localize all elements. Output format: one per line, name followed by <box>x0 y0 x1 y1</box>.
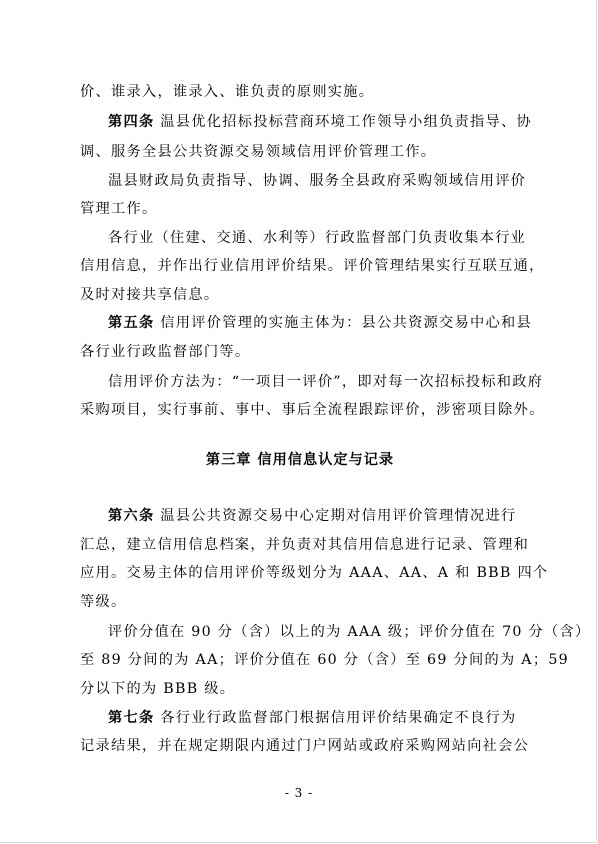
article-6-line-2: 汇总，建立信用信息档案，并负责对其信用信息进行记录、管理和 <box>80 537 530 553</box>
article-4-p2-line-2: 管理工作。 <box>80 201 158 217</box>
article-3-tail: 价、谁录入，谁录入、谁负责的原则实施。 <box>80 84 375 100</box>
article-4-p3-line-1: 各行业（住建、交通、水利等）行政监督部门负责收集本行业 <box>108 230 527 246</box>
article-5-text-1: 信用评价管理的实施主体为：县公共资源交易中心和县 <box>160 315 532 331</box>
article-5-label: 第五条 <box>108 315 155 331</box>
article-4-p3-line-2: 信用信息，并作出行业信用评价结果。评价管理结果实行互联互通， <box>80 258 545 274</box>
article-4-line-1 <box>108 110 558 134</box>
article-4-text-1: 温县优化招标投标营商环境工作领导小组负责指导、协 <box>160 114 532 130</box>
article-6-label: 第六条 <box>108 508 155 524</box>
article-5-line-2: 各行业行政监督部门等。 <box>80 344 251 360</box>
article-5-p2-line-2: 采购项目，实行事前、事中、事后全流程跟踪评价，涉密项目除外。 <box>80 402 545 418</box>
article-6-p2-line-1: 评价分值在 90 分（含）以上的为 AAA 级；评价分值在 70 分（含） <box>108 624 591 640</box>
article-6-text-1: 温县公共资源交易中心定期对信用评价管理情况进行 <box>160 508 517 524</box>
chapter-heading: 第三章 信用信息认定与记录 <box>205 452 395 468</box>
article-4-p3-line-3: 及时对接共享信息。 <box>80 287 220 303</box>
article-6-p2-line-3: 分以下的为 BBB 级。 <box>80 681 236 697</box>
article-6-line-4: 等级。 <box>80 594 127 610</box>
article-4-p2-line-1: 温县财政局负责指导、协调、服务全县政府采购领域信用评价 <box>108 173 527 189</box>
article-6-line-1 <box>108 504 558 528</box>
article-4-line-2: 调、服务全县公共资源交易领域信用评价管理工作。 <box>80 144 437 160</box>
article-7-text-1: 各行业行政监督部门根据信用评价结果确定不良行为 <box>160 710 517 726</box>
article-5-line-1 <box>108 311 558 335</box>
article-7-label: 第七条 <box>108 710 155 726</box>
article-4-label: 第四条 <box>108 114 155 130</box>
article-6-p2-line-2: 至 89 分间的为 AA；评价分值在 60 分（含）至 69 分间的为 A；59 <box>80 652 569 668</box>
article-7-line-1 <box>108 706 558 730</box>
article-7-line-2: 记录结果，并在规定期限内通过门户网站或政府采购网站向社会公 <box>80 738 530 754</box>
page-number: - 3 - <box>284 786 314 800</box>
article-5-p2-line-1: 信用评价方法为：“一项目一评价”，即对每一次招标投标和政府 <box>108 374 544 390</box>
article-6-line-3: 应用。交易主体的信用评价等级划分为 AAA、AA、A 和 BBB 四个 <box>80 565 549 581</box>
